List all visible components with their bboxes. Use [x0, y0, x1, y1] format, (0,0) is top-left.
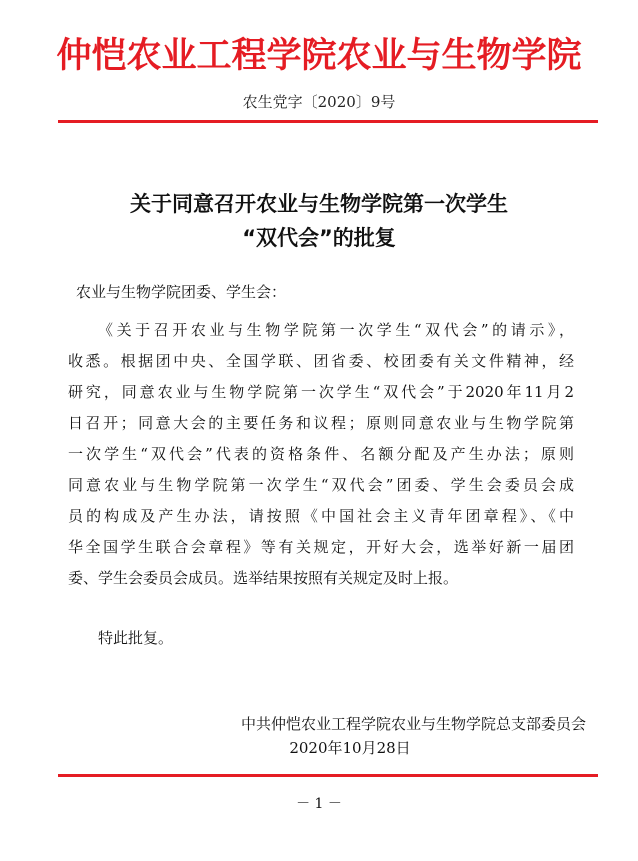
salutation: 农业与生物学院团委、学生会： [76, 283, 287, 301]
document-title-line-1: 关于同意召开农业与生物学院第一次学生 [130, 192, 508, 216]
document-number: 农生党字〔2020〕9号 [242, 93, 396, 111]
institution-header: 仲恺农业工程学院农业与生物学院 [56, 36, 582, 76]
body-line: 员的构成及产生办法，请按照《中国社会主义青年团章程》、《中 [68, 507, 574, 525]
header-red-rule [58, 120, 598, 123]
body-line: 委、学生会委员会成员。选举结果按照有关规定及时上报。 [68, 569, 459, 587]
page-number: － 1 － [296, 796, 342, 812]
signer-organization: 中共仲恺农业工程学院农业与生物学院总支部委员会 [240, 715, 586, 733]
body-line: 日召开；同意大会的主要任务和议程；原则同意农业与生物学院第 [68, 414, 574, 432]
closing-remark: 特此批复。 [98, 629, 174, 647]
footer-red-rule [58, 774, 598, 777]
body-line: 《关于召开农业与生物学院第一次学生“双代会”的请示》， [98, 321, 574, 339]
signature-date: 2020年10月28日 [289, 739, 411, 757]
document-title-line-2: “双代会”的批复 [242, 226, 396, 250]
body-line: 同意农业与生物学院第一次学生“双代会”团委、学生会委员会成 [68, 476, 574, 494]
body-line: 一次学生“双代会”代表的资格条件、名额分配及产生办法；原则 [68, 445, 574, 463]
body-line: 收悉。根据团中央、全国学联、团省委、校团委有关文件精神，经 [68, 352, 574, 370]
body-line: 华全国学生联合会章程》等有关规定，开好大会，选举好新一届团 [68, 538, 574, 556]
body-line: 研究，同意农业与生物学院第一次学生“双代会”于2020年11月2 [68, 383, 574, 401]
